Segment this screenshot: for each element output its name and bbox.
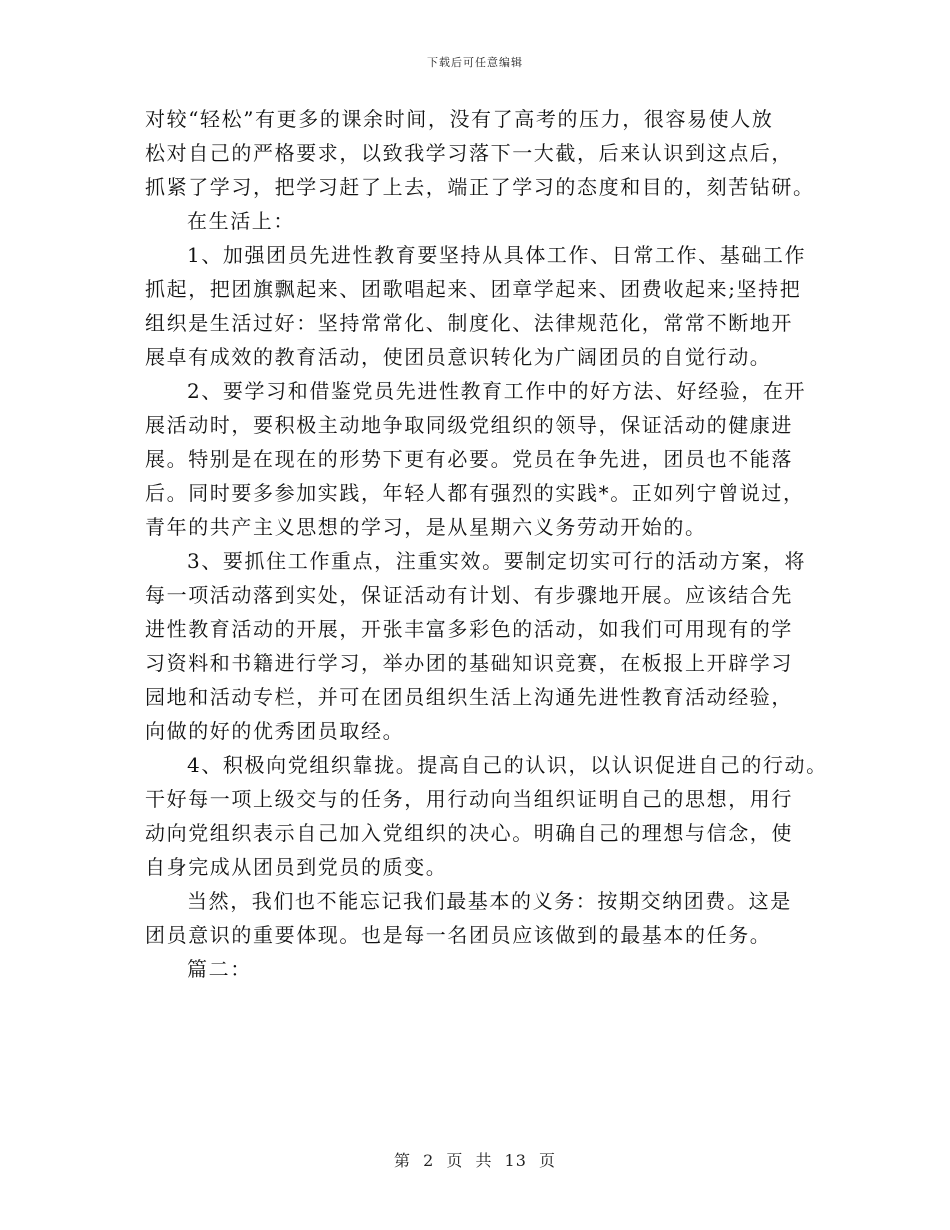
text-line-3: 抓紧了学习，把学习赶了上去，端正了学习的态度和目的，刻苦钻研。: [145, 175, 815, 199]
item-3-line-6: 向做的好的优秀团员取经。: [145, 719, 405, 743]
item-4-line-4: 自身完成从团员到党员的质变。: [145, 855, 448, 879]
item-3-line-4: 习资料和书籍进行学习，举办团的基础知识竞赛，在板报上开辟学习: [145, 651, 793, 675]
item-4-line-3: 动向党组织表示自己加入党组织的决心。明确自己的理想与信念，使: [145, 821, 793, 845]
item-2-line-3: 展。特别是在现在的形势下更有必要。党员在争先进，团员也不能落: [145, 447, 793, 471]
section-heading-life: 在生活上：: [187, 209, 295, 233]
item-3-line-2: 每一项活动落到实处，保证活动有计划、有步骤地开展。应该结合先: [145, 583, 793, 607]
closing-line-1: 当然，我们也不能忘记我们最基本的义务：按期交纳团费。这是: [187, 889, 792, 913]
item-1-line-2: 抓起，把团旗飘起来、团歌唱起来、团章学起来、团费收起来;坚持把: [145, 277, 802, 301]
item-1-line-4: 展卓有成效的教育活动，使团员意识转化为广阔团员的自觉行动。: [145, 345, 772, 369]
page-header: 下载后可任意编辑: [427, 56, 523, 69]
item-2-line-4: 后。同时要多参加实践，年轻人都有强烈的实践*。正如列宁曾说过，: [145, 481, 805, 505]
item-3-line-5: 园地和活动专栏，并可在团员组织生活上沟通先进性教育活动经验，: [145, 685, 793, 709]
text-line-2: 松对自己的严格要求，以致我学习落下一大截，后来认识到这点后，: [145, 141, 793, 165]
item-4-line-2: 干好每一项上级交与的任务，用行动向当组织证明自己的思想，用行: [145, 787, 793, 811]
item-2-line-1: 2、要学习和借鉴党员先进性教育工作中的好方法、好经验，在开: [187, 379, 807, 403]
item-3-line-3: 进性教育活动的开展，开张丰富多彩色的活动，如我们可用现有的学: [145, 617, 793, 641]
page-footer: 第 2 页 共 13 页: [394, 1151, 556, 1170]
item-1-line-1: 1、加强团员先进性教育要坚持从具体工作、日常工作、基础工作: [187, 243, 807, 267]
item-1-line-3: 组织是生活过好：坚持常常化、制度化、法律规范化，常常不断地开: [145, 311, 793, 335]
text-line-1: 对较“轻松”有更多的课余时间，没有了高考的压力，很容易使人放: [145, 107, 774, 131]
body-text: [145, 102, 828, 986]
item-3-line-1: 3、要抓住工作重点，注重实效。要制定切实可行的活动方案，将: [187, 549, 807, 573]
item-2-line-2: 展活动时，要积极主动地争取同级党组织的领导，保证活动的健康进: [145, 413, 793, 437]
item-4-line-1: 4、积极向党组织靠拢。提高自己的认识，以认识促进自己的行动。: [187, 753, 828, 777]
section-heading-part-two: 篇二：: [187, 957, 252, 981]
closing-line-2: 团员意识的重要体现。也是每一名团员应该做到的最基本的任务。: [145, 923, 772, 947]
item-2-line-5: 青年的共产主义思想的学习，是从星期六义务劳动开始的。: [145, 515, 707, 539]
